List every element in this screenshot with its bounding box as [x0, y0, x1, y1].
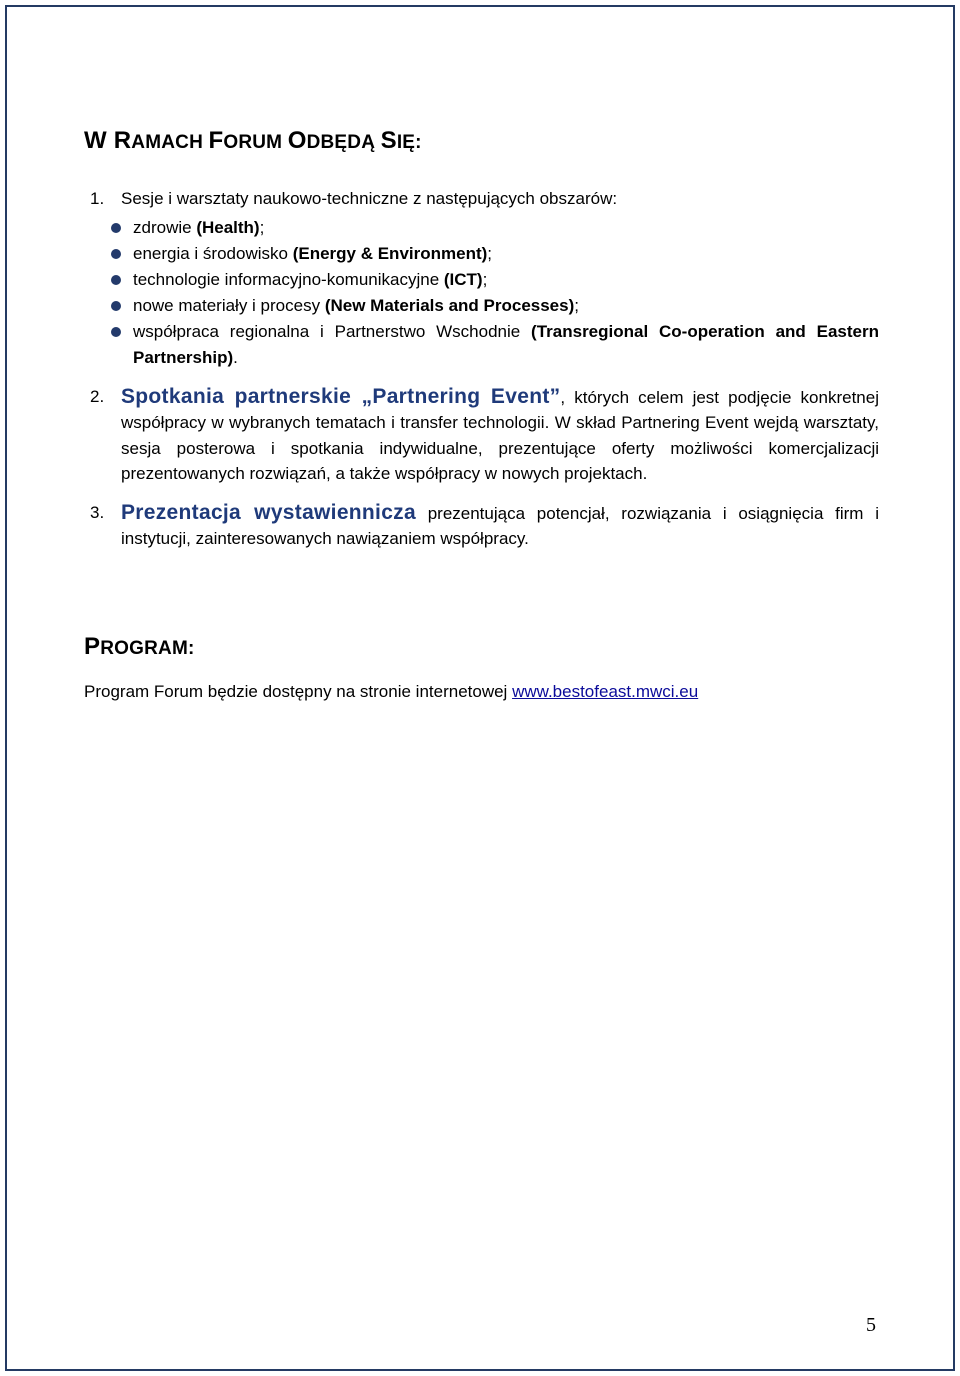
- item-highlight: Spotkania partnerskie „Partnering Event”: [121, 384, 561, 408]
- heading-part: R: [113, 127, 132, 154]
- spacer: [84, 371, 879, 384]
- bullet-text: technologie informacyjno-komunikacyjne: [133, 269, 444, 289]
- bullet-dot-icon: [111, 327, 121, 337]
- bullet-bold-text: (Health): [196, 217, 260, 237]
- bullet-item-ict: [84, 267, 879, 293]
- bullet-text: zdrowie: [133, 217, 197, 237]
- bullet-bold-text: (Transregional Co-operation and Eastern Partnership): [133, 321, 879, 367]
- heading-part: ORUM: [223, 132, 288, 153]
- page-number: 5: [866, 1314, 876, 1336]
- bullet-dot-icon: [111, 275, 121, 285]
- heading-part: IĘ:: [396, 132, 422, 153]
- bullet-item-energy: [84, 241, 879, 267]
- document-content: [84, 124, 879, 721]
- bullet-item-materials: [84, 293, 879, 319]
- bullet-item-cooperation: [84, 319, 879, 371]
- item-text: prezentująca potencjał, rozwiązania i osiągnięcia firm i instytucji, zainteresowanych nawiązaniem współpracy.: [121, 503, 879, 548]
- heading-part: P: [84, 632, 101, 660]
- list-item-2: [84, 384, 879, 487]
- bullet-text: energia i środowisko: [133, 243, 293, 263]
- program-text: Program Forum będzie dostępny na stronie internetowej: [84, 681, 513, 701]
- bullet-dot-icon: [111, 249, 121, 259]
- bullet-punct: .: [233, 347, 238, 367]
- forum-items-list: [84, 186, 879, 552]
- bullet-bold-text: (Energy & Environment): [292, 243, 488, 263]
- heading-part: DBĘDĄ: [306, 132, 381, 153]
- list-item-3: [84, 500, 879, 552]
- heading-part: ROGRAM:: [100, 637, 195, 659]
- item-highlight: Prezentacja wystawiennicza: [121, 500, 416, 524]
- bullet-text: nowe materiały i procesy: [133, 295, 325, 315]
- item-text: Sesje i warsztaty naukowo-techniczne z następujących obszarów:: [121, 189, 618, 208]
- forum-heading: [84, 124, 879, 160]
- bullet-punct: ;: [259, 217, 265, 237]
- bullet-punct: ;: [482, 269, 488, 289]
- bullet-bold-text: (New Materials and Processes): [324, 295, 575, 315]
- item-number: 1.: [90, 189, 105, 208]
- bullet-dot-icon: [111, 223, 121, 233]
- heading-part: W: [84, 127, 114, 154]
- bullet-bold-text: (ICT): [443, 269, 483, 289]
- heading-part: F: [208, 127, 224, 154]
- heading-part: AMACH: [131, 132, 209, 153]
- bullet-dot-icon: [111, 301, 121, 311]
- item-number: 2.: [90, 386, 105, 406]
- program-heading: [84, 630, 879, 666]
- program-paragraph: [84, 680, 879, 704]
- list-item-1: [84, 186, 879, 371]
- bullet-punct: ;: [574, 295, 579, 315]
- bullet-text: współpraca regionalna i Partnerstwo Wschodnie: [133, 321, 532, 341]
- spacer: [84, 487, 879, 500]
- bullet-punct: ;: [487, 243, 493, 263]
- bullet-item-health: [84, 215, 879, 241]
- item-text: , których celem jest podjęcie konkretnej współpracy w wybranych tematach i transfer technologii. W skład Partnering Event wejdą warsztaty, sesja posterowa i spotkania indywidualne, prezentujące oferty możliwości komercjalizacji prezentowanych rozwiązań, a także współpracy w nowych projektach.: [121, 387, 879, 483]
- topic-bullets: [121, 215, 879, 371]
- heading-part: S: [380, 127, 397, 154]
- website-link[interactable]: www.bestofeast.mwci.eu: [512, 681, 699, 701]
- item-number: 3.: [90, 502, 105, 522]
- heading-part: O: [287, 127, 307, 154]
